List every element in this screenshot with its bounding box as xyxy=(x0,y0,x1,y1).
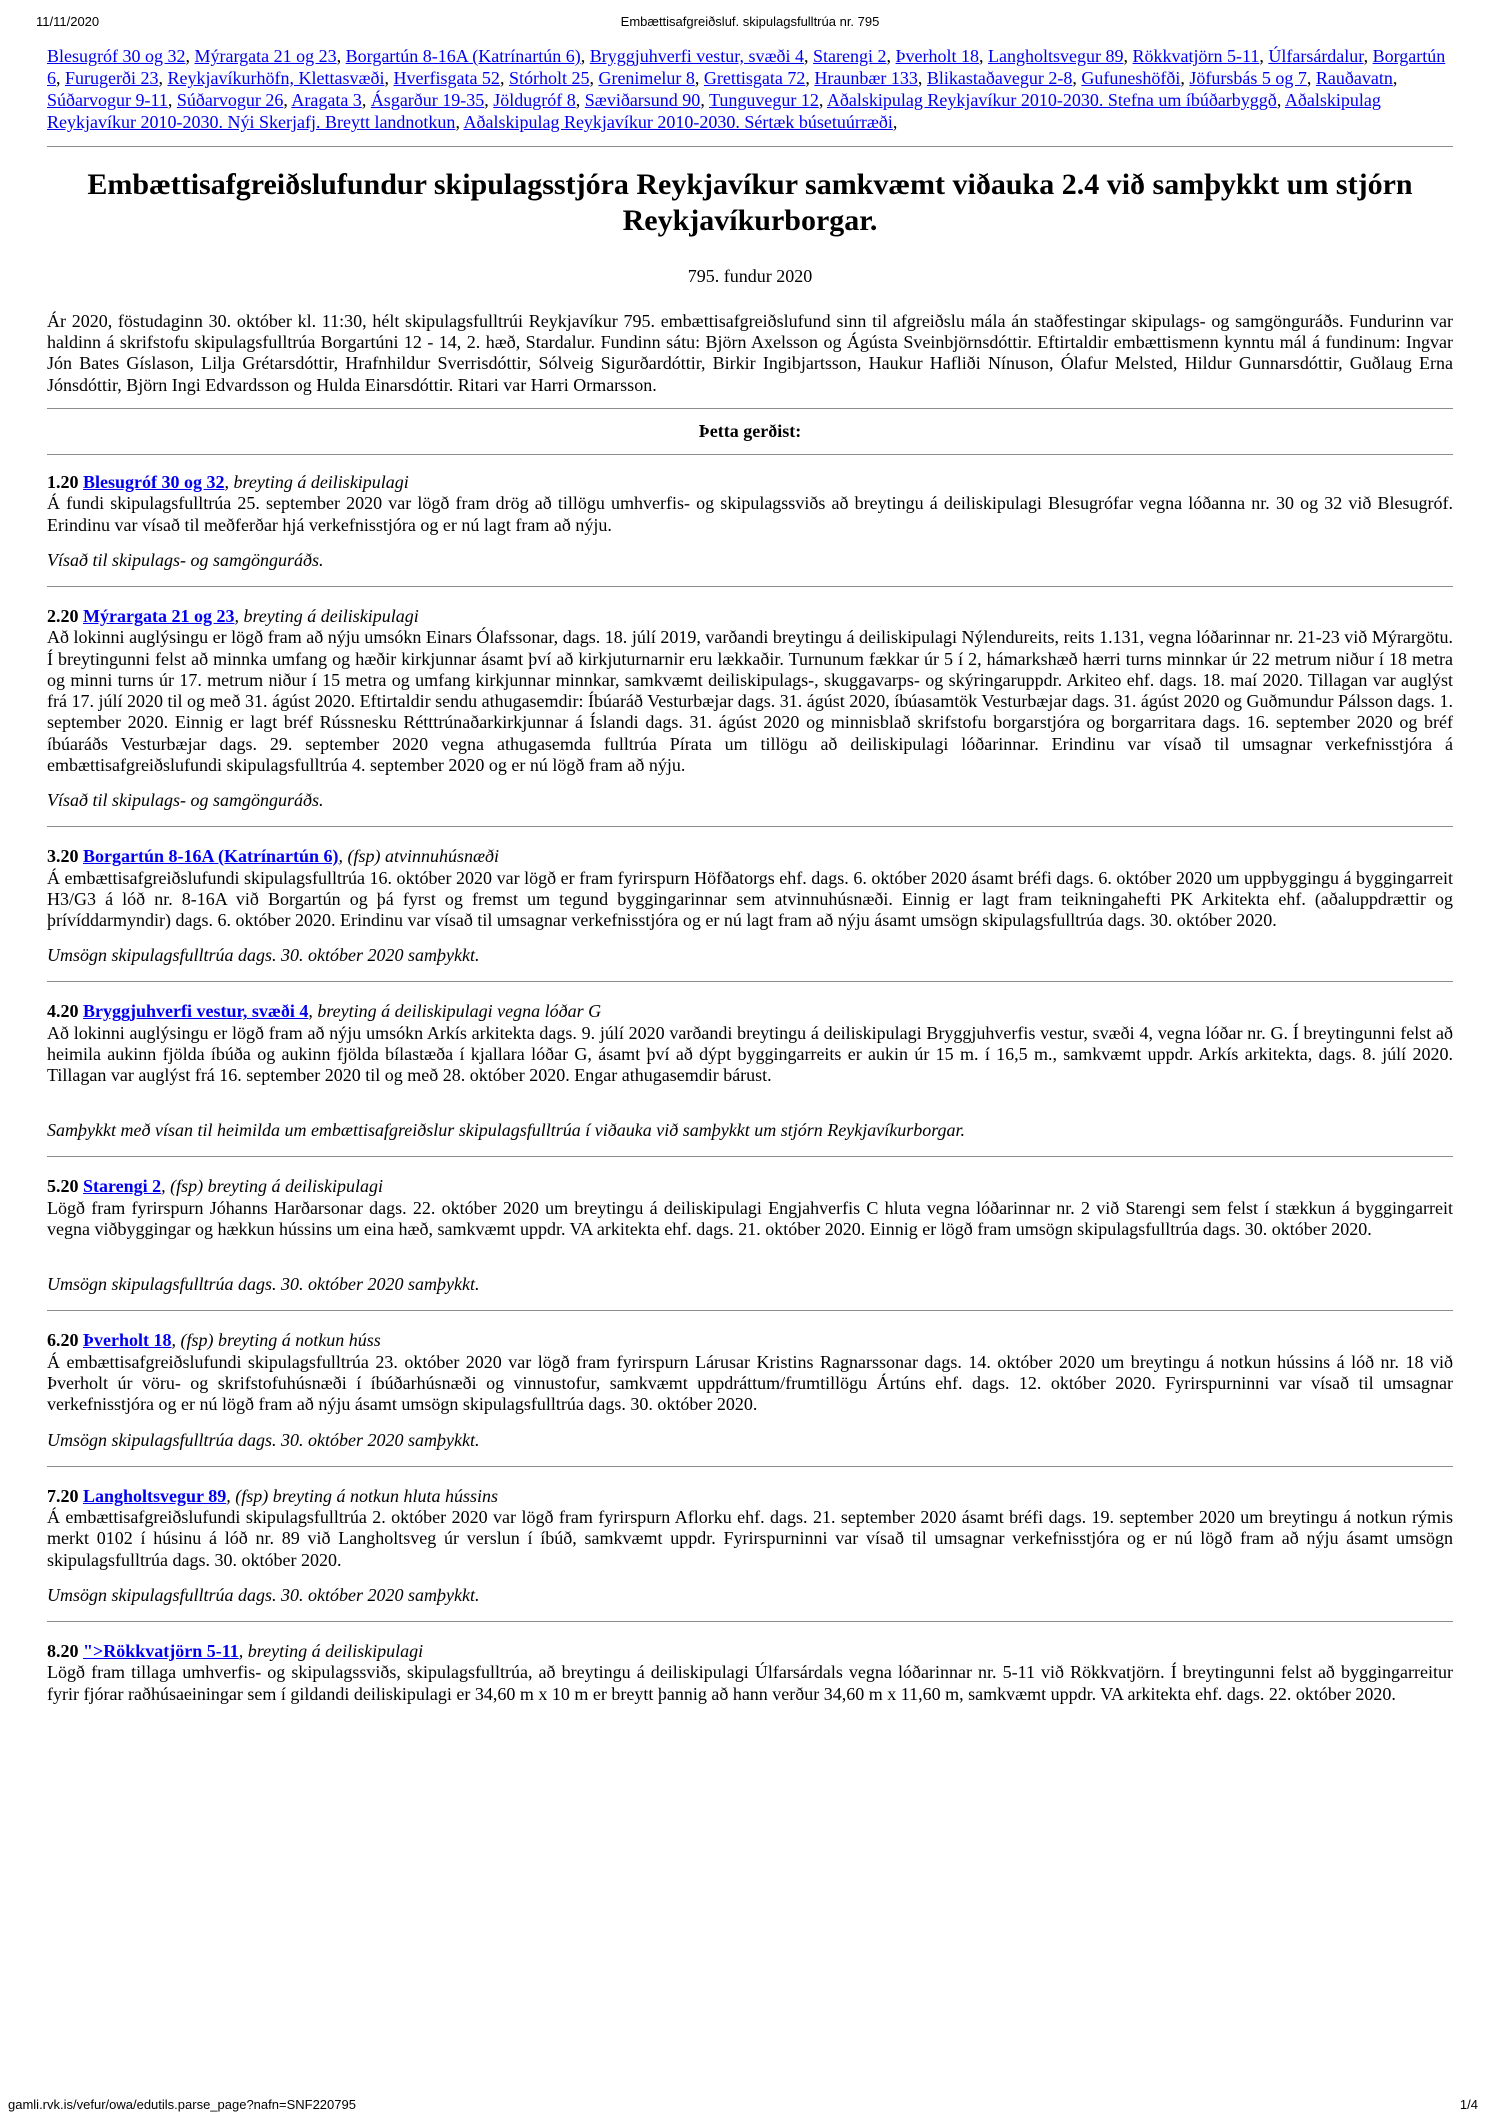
nav-link[interactable]: Tunguvegur 12 xyxy=(709,89,819,110)
nav-link[interactable]: Aðalskipulag Reykjavíkur 2010-2030. Stefna um íbúðarbyggð xyxy=(826,89,1277,110)
nav-link[interactable]: Gufuneshöfði xyxy=(1081,67,1181,88)
agenda-item xyxy=(47,471,1453,587)
divider xyxy=(47,826,1453,827)
item-link[interactable]: Blesugróf 30 og 32 xyxy=(83,471,225,492)
item-type: , breyting á deiliskipulagi vegna lóðar G xyxy=(308,1001,602,1022)
nav-link[interactable]: Hraunbær 133 xyxy=(814,67,918,88)
item-body: Á fundi skipulagsfulltrúa 25. september 2020 var lögð fram drög að tillögu umhverfis- og skipulagssviðs að breytingu á deiliskipulagi Blesugrófar vegna lóðanna nr. 30 og 32 við Blesugróf. Erindinu var vísað til meðferðar hjá verkefnisstjóra og er nú lagt fram að nýju. xyxy=(47,493,1453,535)
nav-link[interactable]: Furugerði 23 xyxy=(65,67,159,88)
item-number: 5.20 xyxy=(47,1176,83,1197)
item-type: , breyting á deiliskipulagi xyxy=(238,1640,424,1661)
nav-link[interactable]: Grettisgata 72 xyxy=(703,67,806,88)
nav-link[interactable]: Grenimelur 8 xyxy=(598,67,695,88)
nav-link[interactable]: Langholtsvegur 89 xyxy=(988,46,1124,66)
item-body: Lögð fram fyrirspurn Jóhanns Harðarsonar dags. 22. október 2020 um breytingu á deiliskipulagi Engjahverfis C hluta vegna lóðarinnar nr. 2 við Starengi sem felst í stækkun á byggingarreit vegna viðbyggingar og hækkun hússins um eina hæð, samkvæmt uppdr. VA arkitekta ehf. dags. 21. október 2020. Einnig er lögð fram umsögn skipulagsfulltrúa dags. 30. október 2020. xyxy=(47,1197,1453,1240)
print-footer xyxy=(0,2096,1500,2112)
agenda-item xyxy=(47,605,1453,827)
page-title: Embættisafgreiðslufundur skipulagsstjóra Reykjavíkur samkvæmt viðauka 2.4 við samþykkt um stjórn Reykjavíkurborgar. xyxy=(87,167,1413,238)
meeting-number: 795. fundur 2020 xyxy=(687,266,813,286)
divider xyxy=(47,981,1453,982)
nav-link[interactable]: Mýrargata 21 og 23 xyxy=(194,46,337,66)
footer-url: gamli.rvk.is/vefur/owa/edutils.parse_page?nafn=SNF220795 xyxy=(8,2097,356,2112)
nav-link[interactable]: Aðalskipulag Reykjavíkur 2010-2030. Nýi Skerjafj. Breytt landnotkun xyxy=(47,89,1381,132)
agenda-item xyxy=(47,845,1453,982)
item-body: Að lokinni auglýsingu er lögð fram að nýju umsókn Einars Ólafssonar, dags. 18. júlí 2019, varðandi breytingu á deiliskipulagi Nýlendureits, reits 1.131, vegna lóðarinnar nr. 21-23 við Mýrargötu. Í breytingunni felst að minnka umfang og hæðir kirkjunnar ásamt því að kirkjuturnarnir eru lækkaðir. Turnunum fækkar úr 5 í 2, hámarkshæð hærri turns minnkar úr 22 metrum niður í 18 metra og minni turns úr 17. metrum niður í 15 metra og umfang kirkjunnar minnkar, samkvæmt deiliskipulags-, skuggavarps- og skýringaruppdr. Arkiteo ehf. dags. 18. maí 2020. Tillagan var auglýst frá 17. júlí 2020 til og með 31. ágúst 2020. Eftirtaldir sendu athugasemdir: Íbúaráð Vesturbæjar dags. 31. ágúst 2020, íbúasamtök Vesturbæjar dags. 31. ágúst 2020 og Guðmundur Pálsson dags. 1. september 2020. Einnig er lagt bréf Rússnesku Rétttrúnaðarkirkjunnar á Íslandi dags. 31. ágúst 2020 og minnisblað skrifstofu borgarstjóra og borgarritara dags. 16. september 2020 og bréf íbúaráðs Vesturbæjar dags. 29. september 2020 vegna athugasemda fulltrúa Pírata um tillögu að deiliskipulagi lóðarinnar. Erindinu var vísað til umsagnar verkefnisstjóra á embættisafgreiðslufundi skipulagsfulltrúa 4. september 2020 og er nú lögð fram að nýju. xyxy=(47,627,1453,775)
item-conclusion: Vísað til skipulags- og samgönguráðs. xyxy=(47,549,324,570)
item-type: , breyting á deiliskipulagi xyxy=(224,471,409,492)
item-link[interactable]: ">Rökkvatjörn 5-11 xyxy=(83,1640,239,1661)
intro-paragraph: Ár 2020, föstudaginn 30. október kl. 11:30, hélt skipulagsfulltrúi Reykjavíkur 795. embættisafgreiðslufund sinn til afgreiðslu mála án staðfestingar skipulags- og samgönguráðs. Fundurinn var haldinn á skrifstofu skipulagsfulltrúa Borgartúni 12 - 14, 2. hæð, Stardalur. Fundinn sátu: Björn Axelsson og Ágústa Sveinbjörnsdóttir. Eftirtaldir embættismenn kynntu mál á fundinum: Ingvar Jón Bates Gíslason, Lilja Grétarsdóttir, Hrafnhildur Sverrisdóttir, Sólveig Sigurðardóttir, Birkir Ingibjartsson, Haukur Hafliði Nínuson, Ólafur Melsted, Hildur Gunnarsdóttir, Guðlaug Erna Jónsdóttir, Björn Ingi Edvardsson og Hulda Einarsdóttir. Ritari var Harri Ormarsson. xyxy=(47,311,1453,395)
nav-links: Blesugróf 30 og 32, Mýrargata 21 og 23, Borgartún 8-16A (Katrínartún 6), Bryggjuhverfi vestur, svæði 4, Starengi 2, Þverholt 18, Langholtsvegur 89, Rökkvatjörn 5-11, Úlfarsárdalur, Borgartún 6, Furugerði 23, Reykjavíkurhöfn, Klettasvæði, Hverfisgata 52, Stórholt 25, Grenimelur 8, Grettisgata 72, Hraunbær 133, Blikastaðavegur 2-8, Gufuneshöfði, Jöfursbás 5 og 7, Rauðavatn, Súðarvogur 9-11, Súðarvogur 26, Aragata 3, Ásgarður 19-35, Jöldugróf 8, Sæviðarsund 90, Tunguvegur 12, Aðalskipulag Reykjavíkur 2010-2030. Stefna um íbúðarbyggð, Aðalskipulag Reykjavíkur 2010-2030. Nýi Skerjafj. Breytt landnotkun, Aðalskipulag Reykjavíkur 2010-2030. Sértæk búsetuúrræði, xyxy=(47,46,1446,132)
item-link[interactable]: Borgartún 8-16A (Katrínartún 6) xyxy=(83,846,339,867)
item-body: Lögð fram tillaga umhverfis- og skipulagssviðs, skipulagsfulltrúa, að breytingu á deiliskipulagi Úlfarsárdals vegna lóðarinnar nr. 5-11 við Rökkvatjörn. Í breytingunni felst að byggingarreitur fyrir fjórar raðhúsaeiningar sem í gildandi deiliskipulagi er 34,60 m x 10 m er breytt þannig að hann verður 34,60 m x 11,60 m, samkvæmt uppdr. VA arkitekta ehf. dags. 22. október 2020. xyxy=(47,1662,1453,1704)
nav-link[interactable]: Blikastaðavegur 2-8 xyxy=(926,67,1073,88)
divider xyxy=(47,454,1453,455)
agenda-item xyxy=(47,1175,1453,1311)
nav-link[interactable]: Starengi 2 xyxy=(813,46,887,66)
item-number: 4.20 xyxy=(47,1001,83,1022)
footer-page-number: 1/4 xyxy=(1459,2097,1478,2112)
print-doc-title: Embættisafgreiðsluf. skipulagsfulltrúa nr. 795 xyxy=(620,14,880,29)
item-number: 7.20 xyxy=(47,1485,83,1506)
agenda-item xyxy=(47,1329,1453,1466)
item-type: , (fsp) breyting á notkun hluta hússins xyxy=(226,1485,499,1506)
agenda-item-heading xyxy=(47,1175,1453,1198)
nav-link[interactable]: Þverholt 18 xyxy=(895,46,980,66)
nav-link[interactable]: Súðarvogur 9-11 xyxy=(47,89,168,110)
nav-link[interactable]: Sæviðarsund 90 xyxy=(584,89,701,110)
agenda-items xyxy=(47,471,1453,1705)
agenda-item-heading xyxy=(47,605,1453,628)
item-link[interactable]: Mýrargata 21 og 23 xyxy=(83,605,235,626)
agenda-item-heading xyxy=(47,1485,1453,1508)
item-link[interactable]: Langholtsvegur 89 xyxy=(83,1485,227,1506)
item-body: Að lokinni auglýsingu er lögð fram að nýju umsókn Arkís arkitekta dags. 9. júlí 2020 varðandi breytingu á deiliskipulagi Bryggjuhverfis vestur, svæði 4, vegna lóðar nr. G. Í breytingunni felst að heimila aukinn fjölda íbúða og aukinn fjölda bílastæða í kjallara lóðar G, ásamt því að dýpt byggingarreits er aukin úr 15 m. í 16,5 m., samkvæmt uppdr. Arkís arkitekta, dags. 8. júlí 2020. Tillagan var auglýst frá 16. september 2020 til og með 28. október 2020. Engar athugasemdir bárust. xyxy=(47,1022,1453,1086)
agenda-item-heading xyxy=(47,471,1453,494)
item-type: , (fsp) breyting á notkun húss xyxy=(171,1330,381,1351)
nav-link[interactable]: Ásgarður 19-35 xyxy=(370,89,485,110)
nav-link[interactable]: Borgartún 8-16A (Katrínartún 6) xyxy=(345,46,581,66)
agenda-item xyxy=(47,1485,1453,1622)
nav-link[interactable]: Jöfursbás 5 og 7 xyxy=(1189,67,1307,88)
item-type: , (fsp) atvinnuhúsnæði xyxy=(338,846,499,867)
divider xyxy=(47,1156,1453,1157)
item-conclusion: Samþykkt með vísan til heimilda um embættisafgreiðslur skipulagsfulltrúa í viðauka við samþykkt um stjórn Reykjavíkurborgar. xyxy=(47,1120,966,1141)
item-number: 6.20 xyxy=(47,1330,83,1351)
divider xyxy=(47,586,1453,587)
nav-link[interactable]: Stórholt 25 xyxy=(508,67,590,88)
nav-link[interactable]: Rauðavatn xyxy=(1315,67,1393,88)
nav-link[interactable]: Reykjavíkurhöfn, Klettasvæði xyxy=(167,67,385,88)
print-date: 11/11/2020 xyxy=(36,14,100,29)
section-heading: Þetta gerðist: xyxy=(698,420,802,441)
nav-link[interactable]: Borgartún 6 xyxy=(47,46,1446,88)
agenda-item-heading xyxy=(47,1329,1453,1352)
agenda-item xyxy=(47,1000,1453,1157)
item-conclusion: Umsögn skipulagsfulltrúa dags. 30. október 2020 samþykkt. xyxy=(47,1274,480,1295)
agenda-item xyxy=(47,1640,1453,1705)
divider xyxy=(47,408,1453,409)
agenda-item-heading xyxy=(47,1640,1453,1663)
divider xyxy=(47,146,1453,147)
agenda-item-heading xyxy=(47,845,1453,868)
item-body: Á embættisafgreiðslufundi skipulagsfulltrúa 16. október 2020 var lögð er fram fyrirspurn Höfðatorgs ehf. dags. 6. október 2020 ásamt bréfi dags. 6. október 2020 um uppbyggingu á byggingarreit H3/G3 á lóð nr. 8-16A við Borgartún og þá fyrst og fremst um tegund byggingarinnar sem atvinnuhúsnæði. Einnig er lagt fram teikningahefti PK Arkitekta ehf. (aðaluppdrættir og þrívíddarmyndir) dags. 6. október 2020. Erindinu var vísað til umsagnar verkefnisstjóra og er nú lagt fram að nýju ásamt umsögn skipulagsfulltrúa dags. 30. október 2020. xyxy=(47,867,1453,931)
divider xyxy=(47,1310,1453,1311)
item-number: 2.20 xyxy=(47,605,83,626)
nav-link[interactable]: Bryggjuhverfi vestur, svæði 4 xyxy=(589,46,805,66)
nav-link[interactable]: Rökkvatjörn 5-11 xyxy=(1132,46,1260,66)
item-conclusion: Umsögn skipulagsfulltrúa dags. 30. október 2020 samþykkt. xyxy=(47,945,480,966)
item-conclusion: Vísað til skipulags- og samgönguráðs. xyxy=(47,790,324,811)
divider xyxy=(47,1621,1453,1622)
item-link[interactable]: Þverholt 18 xyxy=(83,1330,172,1351)
nav-link[interactable]: Aðalskipulag Reykjavíkur 2010-2030. Sértæk búsetuúrræði xyxy=(463,111,893,132)
item-link[interactable]: Bryggjuhverfi vestur, svæði 4 xyxy=(83,1001,309,1022)
nav-link[interactable]: Blesugróf 30 og 32 xyxy=(47,46,186,66)
item-number: 8.20 xyxy=(47,1640,83,1661)
item-conclusion: Umsögn skipulagsfulltrúa dags. 30. október 2020 samþykkt. xyxy=(47,1429,480,1450)
nav-link[interactable]: Súðarvogur 26 xyxy=(176,89,284,110)
agenda-item-heading xyxy=(47,1000,1453,1023)
print-header xyxy=(0,0,1500,40)
item-link[interactable]: Starengi 2 xyxy=(83,1176,162,1197)
nav-link[interactable]: Úlfarsárdalur xyxy=(1268,46,1364,66)
nav-link[interactable]: Hverfisgata 52 xyxy=(393,67,500,88)
item-type: , breyting á deiliskipulagi xyxy=(234,605,419,626)
item-number: 1.20 xyxy=(47,471,83,492)
nav-link[interactable]: Jöldugróf 8 xyxy=(493,89,576,110)
item-number: 3.20 xyxy=(47,846,83,867)
item-body: Á embættisafgreiðslufundi skipulagsfulltrúa 23. október 2020 var lögð fram fyrirspurn Lárusar Kristins Ragnarssonar dags. 14. október 2020 um breytingu á notkun hússins á lóð nr. 18 við Þverholt úr vöru- og skrifstofuhúsnæði í íbúðarhúsnæði og vinnustofur, samkvæmt uppdráttum/frumtillögu Ártúns ehf. dags. 12. október 2020. Fyrirspurninni var vísað til umsagnar verkefnisstjóra og er nú lögð fram að nýju ásamt umsögn skipulagsfulltrúa dags. 30. október 2020. xyxy=(47,1351,1453,1415)
item-conclusion: Umsögn skipulagsfulltrúa dags. 30. október 2020 samþykkt. xyxy=(47,1584,480,1605)
nav-link[interactable]: Aragata 3 xyxy=(291,89,362,110)
divider xyxy=(47,1466,1453,1467)
item-type: , (fsp) breyting á deiliskipulagi xyxy=(161,1176,383,1197)
item-body: Á embættisafgreiðslufundi skipulagsfulltrúa 2. október 2020 var lögð fram fyrirspurn Aflorku ehf. dags. 21. september 2020 ásamt bréfi dags. 19. september 2020 um breytingu á notkun rýmis merkt 0102 í húsinu á lóð nr. 89 við Langholtsveg úr verslun í íbúð, samkvæmt uppdr. Fyrirspurninni var vísað til umsagnar verkefnisstjóra og er nú lögð fram að nýju ásamt umsögn skipulagsfulltrúa dags. 30. október 2020. xyxy=(47,1507,1453,1570)
